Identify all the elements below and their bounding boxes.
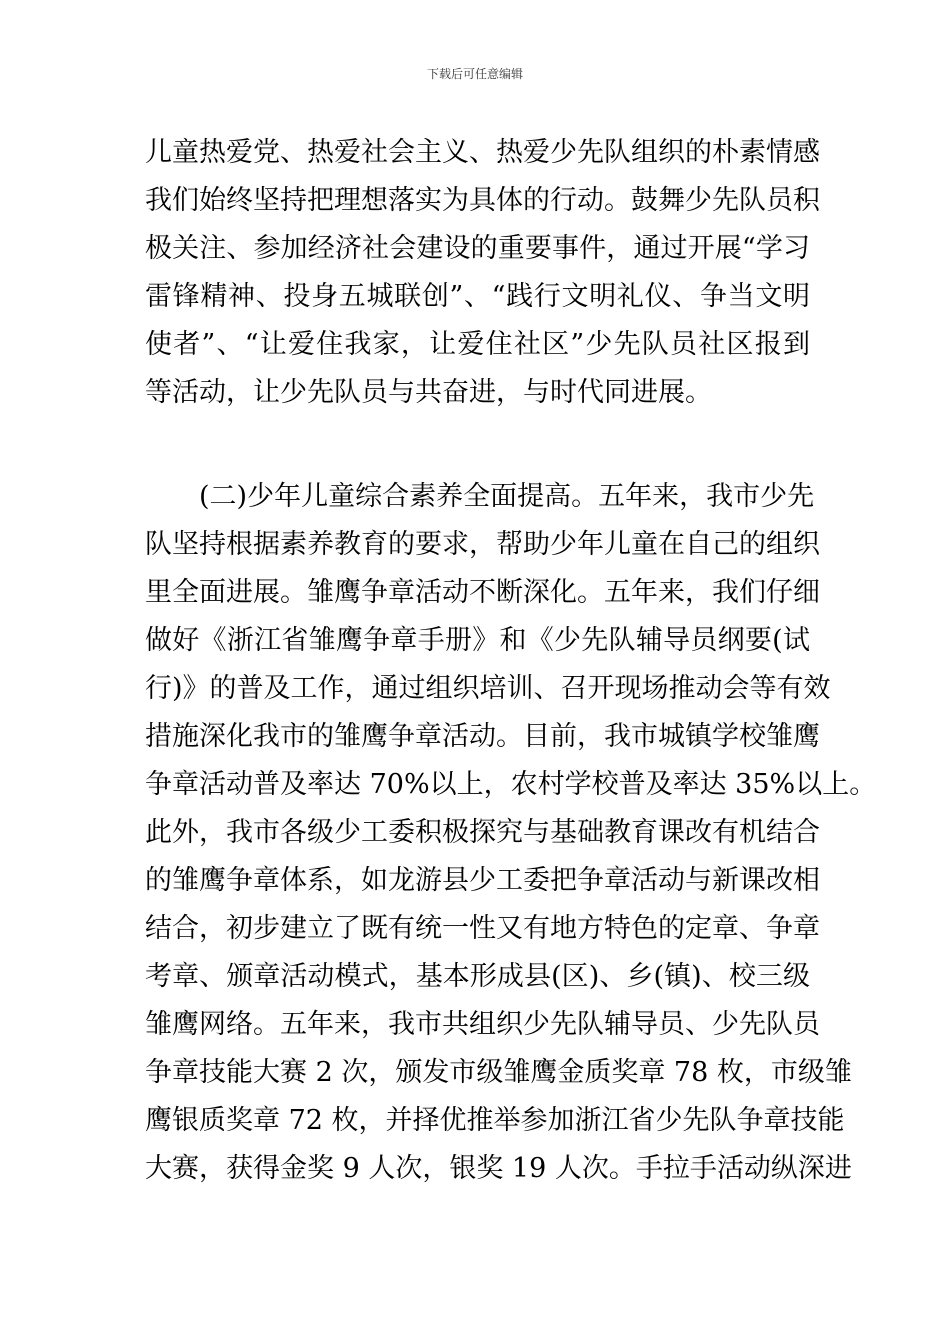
text-line: 儿童热爱党、热爱社会主义、热爱少先队组织的朴素情感 xyxy=(145,137,820,168)
text-line: 大赛，获得金奖 9 人次，银奖 19 人次。手拉手活动纵深进 xyxy=(145,1153,852,1184)
text-line: 雏鹰网络。五年来，我市共组织少先队辅导员、少先队员 xyxy=(145,1009,820,1040)
text-line: 行)》的普及工作，通过组织培训、召开现场推动会等有效 xyxy=(145,673,831,704)
text-line: 里全面进展。雏鹰争章活动不断深化。五年来，我们仔细 xyxy=(145,577,820,608)
text-line: 做好《浙江省雏鹰争章手册》和《少先队辅导员纲要(试 xyxy=(145,625,810,656)
text-line: 雷锋精神、投身五城联创”、“践行文明礼仪、争当文明 xyxy=(145,281,810,312)
paragraph-1 xyxy=(145,129,820,417)
paragraph-2 xyxy=(145,473,877,1193)
text-line: (二)少年儿童综合素养全面提高。五年来，我市少先 xyxy=(145,481,815,512)
text-line: 措施深化我市的雏鹰争章活动。目前，我市城镇学校雏鹰 xyxy=(145,721,820,752)
text-line: 极关注、参加经济社会建设的重要事件，通过开展“学习 xyxy=(145,233,810,264)
text-line: 使者”、“让爱住我家，让爱住社区”少先队员社区报到 xyxy=(145,329,810,360)
text-line: 我们始终坚持把理想落实为具体的行动。鼓舞少先队员积 xyxy=(145,185,820,216)
header-note: 下载后可任意编辑 xyxy=(426,67,523,81)
text-line: 队坚持根据素养教育的要求，帮助少年儿童在自己的组织 xyxy=(145,529,820,560)
text-line: 的雏鹰争章体系，如龙游县少工委把争章活动与新课改相 xyxy=(145,865,820,896)
text-line: 鹰银质奖章 72 枚，并择优推举参加浙江省少先队争章技能 xyxy=(145,1105,845,1136)
text-line: 等活动，让少先队员与共奋进，与时代同进展。 xyxy=(145,377,712,408)
text-line: 此外，我市各级少工委积极探究与基础教育课改有机结合 xyxy=(145,817,820,848)
text-line: 结合，初步建立了既有统一性又有地方特色的定章、争章 xyxy=(145,913,820,944)
text-line: 考章、颁章活动模式，基本形成县(区)、乡(镇)、校三级 xyxy=(145,961,810,992)
text-line: 争章活动普及率达 70%以上，农村学校普及率达 35%以上。 xyxy=(145,769,877,800)
text-line: 争章技能大赛 2 次，颁发市级雏鹰金质奖章 78 枚，市级雏 xyxy=(145,1057,852,1088)
